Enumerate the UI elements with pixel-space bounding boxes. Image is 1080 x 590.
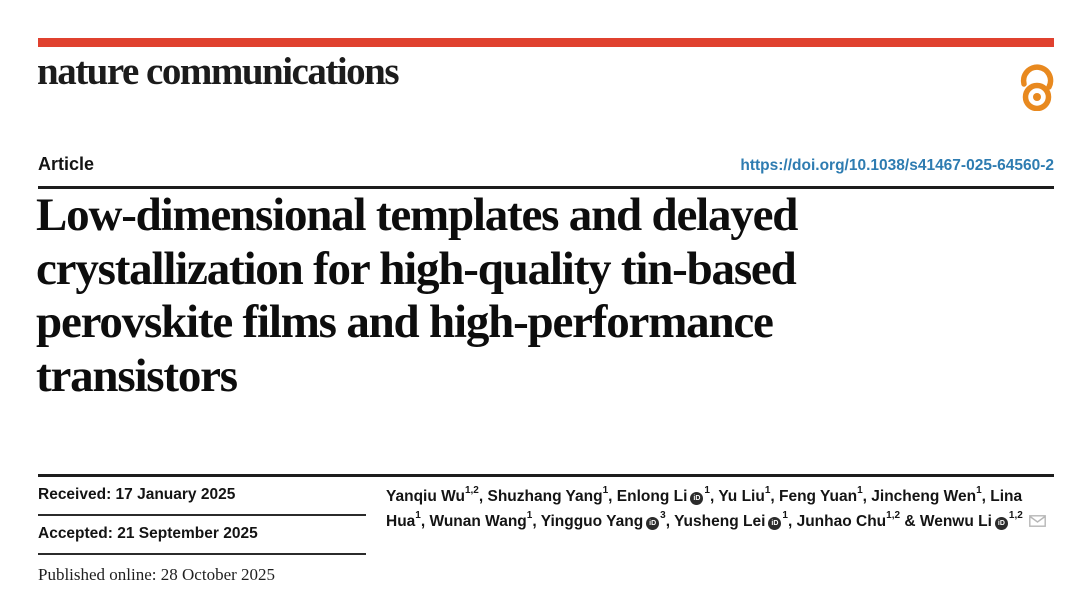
accepted-date: Accepted: 21 September 2025 (38, 516, 366, 555)
author-affiliation-superscript: 1,2 (464, 485, 479, 497)
author (386, 485, 479, 505)
published-date: Published online: 28 October 2025 (38, 564, 276, 584)
author-name: Yusheng Lei (674, 512, 766, 530)
author-affiliation-superscript: 1 (526, 510, 533, 522)
author-affiliation-superscript: 1 (415, 510, 421, 522)
author-name: Yanqiu Wu (386, 487, 465, 505)
article-type-label: Article (38, 154, 95, 174)
journal-logo: nature communications (37, 50, 399, 93)
author-name: Enlong Li (616, 487, 688, 505)
article-meta-row (38, 154, 1054, 175)
doi-link[interactable]: https://doi.org/10.1038/s41467-025-64560-2 (740, 157, 1054, 174)
email-icon[interactable] (1023, 513, 1046, 530)
article-title (36, 189, 1046, 403)
author-affiliation-superscript: 1,2 (1008, 510, 1023, 522)
author-name: Jincheng Wen (871, 487, 977, 505)
author (616, 485, 710, 505)
author-affiliation-superscript: 3 (660, 510, 666, 522)
author (871, 485, 982, 505)
author-name: Wunan Wang (429, 512, 527, 530)
author-name: Lina Hua (386, 487, 1023, 530)
orcid-icon[interactable]: iD (690, 492, 703, 505)
title-line: transistors (36, 349, 237, 402)
author (487, 485, 609, 505)
author-affiliation-superscript: 1 (976, 485, 982, 497)
history-dates (38, 477, 366, 590)
title-line: Low-dimensional templates and delayed (36, 189, 798, 241)
author-name: Yingguo Yang (540, 512, 644, 530)
author-affiliation-superscript: 1,2 (886, 510, 901, 522)
author-name: Shuzhang Yang (487, 487, 603, 505)
author (674, 510, 788, 530)
author-name: Yu Liu (718, 487, 765, 505)
author-name: Junhao Chu (796, 512, 887, 530)
journal-brand-bar (38, 38, 1054, 47)
author-affiliation-superscript: 1 (782, 510, 788, 522)
author (796, 510, 901, 530)
orcid-icon[interactable]: iD (768, 517, 781, 530)
author-affiliation-superscript: 1 (602, 485, 609, 497)
title-line: crystallization for high-quality tin-based (36, 242, 796, 295)
article-info-section (38, 474, 1054, 590)
orcid-icon[interactable]: iD (995, 517, 1008, 530)
author (919, 510, 1046, 530)
author (718, 485, 771, 505)
author-name: Feng Yuan (779, 487, 858, 505)
author-affiliation-superscript: 1 (857, 485, 863, 497)
title-line: perovskite films and high-performance (36, 296, 773, 348)
author-name: Wenwu Li (919, 512, 992, 530)
orcid-icon[interactable]: iD (646, 517, 659, 530)
received-date: Received: 17 January 2025 (38, 477, 366, 516)
author-affiliation-superscript: 1 (704, 485, 710, 497)
author (779, 485, 863, 505)
author-list: Yanqiu Wu$^{1,2}$, Shuzhang Yang$^1$, Enlong Li $iD^1$, Yu Liu$^1$, Feng Yuan$^1$, Jincheng Wen$^1$, Lina Hua$^1$, Wunan Wang$^1$, Yingguo Yang $iD^3$, Yusheng Lei $iD^1$, Junhao Chu$^{1,2}$ & Wenwu Li iD$^{1,2}$ (386, 477, 1054, 534)
open-access-icon (1012, 53, 1060, 111)
author (429, 510, 533, 530)
author-affiliation-superscript: 1 (764, 485, 771, 497)
author (540, 510, 666, 530)
